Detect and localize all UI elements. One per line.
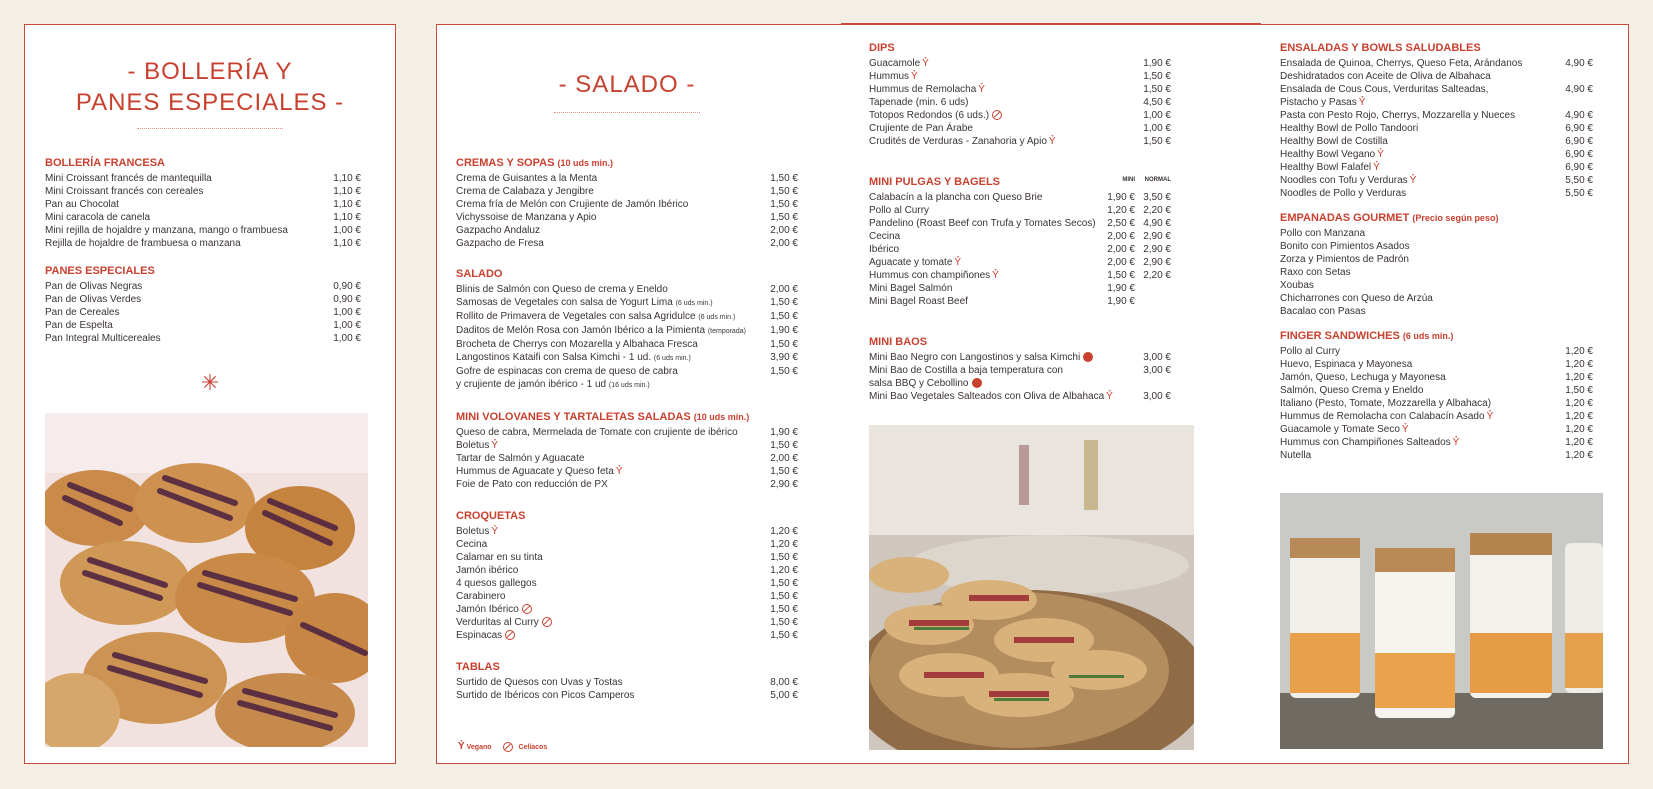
menu-section <box>1280 211 1593 318</box>
menu-item-price: 2,90 € <box>770 479 798 490</box>
menu-item: Huevo, Espinaca y Mayonesa 1,20 € <box>1280 359 1593 370</box>
menu-item: Healthy Bowl de Costilla 6,90 € <box>1280 136 1593 147</box>
vegan-icon: Ỷ <box>1452 437 1460 448</box>
menu-item-price: 1,50 € <box>770 186 798 197</box>
menu-item-price: 1,10 € <box>333 212 361 223</box>
menu-item-price <box>1551 266 1593 279</box>
menu-item: Ensalada de Quinoa, Cherrys, Queso Feta, Arándanos 4,90 € <box>1280 58 1593 69</box>
menu-item-price: 1,20 € <box>770 565 798 576</box>
menu-section <box>869 175 1171 308</box>
salado-column-1 <box>456 156 798 702</box>
menu-item-price: 1,50 € <box>770 173 798 184</box>
menu-item: Espinacas 1,50 € <box>456 630 798 641</box>
menu-item: Queso de cabra, Mermelada de Tomate con crujiente de ibérico 1,90 € <box>456 427 798 438</box>
menu-item: Pan de Olivas Negras 0,90 € <box>45 281 361 292</box>
menu-section <box>456 509 798 642</box>
price-column-headers: MINI NORMAL <box>1122 177 1171 183</box>
menu-item-price: 1,20 € <box>1565 450 1593 461</box>
menu-item: Verduritas al Curry 1,50 € <box>456 617 798 628</box>
yogurt-cups-photo <box>1280 493 1603 749</box>
menu-item-price: 1,20 € <box>770 539 798 550</box>
menu-item: Pan Integral Multicereales 1,00 € <box>45 333 361 344</box>
menu-item: Noodles de Pollo y Verduras 5,50 € <box>1280 188 1593 199</box>
menu-section <box>456 660 798 702</box>
mini-price: 1,90 € <box>1107 296 1135 307</box>
menu-item: Hummus de Remolacha con Calabacín Asado Ỷ 1,20 € <box>1280 411 1593 422</box>
menu-item: Samosas de Vegetales con salsa de Yogurt Lima (6 uds min.) 1,50 € <box>456 297 798 308</box>
menu-section <box>1280 41 1593 200</box>
vegan-icon: Ỷ <box>992 270 999 281</box>
menu-item: Mini Bagel Roast Beef 1,90 € <box>869 295 1171 308</box>
menu-item: Pasta con Pesto Rojo, Cherrys, Mozzarella y Nueces 4,90 € <box>1280 110 1593 121</box>
menu-item: Gofre de espinacas con crema de queso de cabra 1,50 € <box>456 366 798 377</box>
menu-item: Nutella 1,20 € <box>1280 450 1593 461</box>
menu-item-price: 1,20 € <box>1565 437 1593 448</box>
menu-item: Brocheta de Cherrys con Mozarella y Albahaca Fresca 1,50 € <box>456 339 798 350</box>
menu-item-price: 3,90 € <box>770 352 798 363</box>
vegan-icon: Ỷ <box>491 526 499 537</box>
menu-item: Surtido de Quesos con Uvas y Tostas 8,00 € <box>456 677 798 688</box>
menu-item: Rejilla de hojaldre de frambuesa o manzana 1,10 € <box>45 238 361 249</box>
menu-item-price: 1,20 € <box>1565 359 1593 370</box>
vegan-icon: Ỷ <box>911 71 918 82</box>
menu-item-price: 5,50 € <box>1565 175 1593 186</box>
menu-item-price: 3,00 € <box>1143 391 1171 402</box>
menu-item: Carabinero 1,50 € <box>456 591 798 602</box>
menu-item: Langostinos Kataifi con Salsa Kimchi - 1 ud. (6 uds min.) 3,90 € <box>456 352 798 363</box>
menu-item: Salmón, Queso Crema y Eneldo 1,50 € <box>1280 385 1593 396</box>
menu-item-price: 1,90 € <box>770 427 798 438</box>
legend: Ỷ Vegano Celíacos <box>458 741 548 752</box>
menu-item-price <box>1551 305 1593 318</box>
menu-item-price: 1,50 € <box>770 591 798 602</box>
salado-column-2 <box>869 41 1171 403</box>
menu-item-price: 6,90 € <box>1565 162 1593 173</box>
menu-section <box>869 335 1171 403</box>
menu-item: Pollo con Manzana <box>1280 227 1593 240</box>
menu-item: Pollo al Curry 1,20 € <box>1280 346 1593 357</box>
menu-item: Boletus Ỷ 1,20 € <box>456 526 798 537</box>
menu-item-price: 2,00 € <box>770 284 798 295</box>
salado-panel <box>436 24 1629 764</box>
section-title: CROQUETAS <box>456 510 526 522</box>
menu-section <box>1280 329 1593 462</box>
menu-item-price: 1,00 € <box>1143 110 1171 121</box>
menu-item-price: 1,00 € <box>333 225 361 236</box>
menu-item: Guacamole Ỷ 1,90 € <box>869 58 1171 69</box>
title-divider <box>137 128 283 129</box>
bolleria-panel <box>24 24 396 764</box>
menu-item: Cecina 2,00 € 2,90 € <box>869 231 1171 242</box>
section-title: SALADO <box>456 268 503 280</box>
menu-item: Zorza y Pimientos de Padrón <box>1280 253 1593 266</box>
menu-item-price: 5,00 € <box>770 690 798 701</box>
section-title: MINI BAOS <box>869 336 928 348</box>
menu-item: Blinis de Salmón con Queso de crema y Eneldo 2,00 € <box>456 284 798 295</box>
menu-item: Chicharrones con Queso de Arzúa <box>1280 292 1593 305</box>
vegan-icon: Ỷ <box>1373 162 1380 173</box>
menu-item: Gazpacho Andaluz 2,00 € <box>456 225 798 236</box>
menu-item: Hummus Ỷ 1,50 € <box>869 71 1171 82</box>
menu-item-price: 1,50 € <box>770 440 798 451</box>
menu-item-price <box>1551 253 1593 266</box>
menu-item: Mini rejilla de hojaldre y manzana, mango o frambuesa 1,00 € <box>45 225 361 236</box>
menu-item-price: 1,20 € <box>1565 411 1593 422</box>
menu-item-price <box>1551 96 1593 109</box>
menu-item-price: 6,90 € <box>1565 136 1593 147</box>
menu-item-price: 1,50 € <box>770 339 798 350</box>
menu-item: Tapenade (min. 6 uds) 4,50 € <box>869 97 1171 108</box>
menu-item: Mini Croissant francés de mantequilla 1,10 € <box>45 173 361 184</box>
section-title: BOLLERÍA FRANCESA <box>45 157 165 169</box>
menu-item-price: 1,50 € <box>770 630 798 641</box>
mini-price: 2,00 € <box>1107 231 1135 242</box>
menu-item-price: 1,50 € <box>770 552 798 563</box>
section-title: TABLAS <box>456 661 500 673</box>
menu-item-price: 1,00 € <box>333 333 361 344</box>
menu-section <box>869 41 1171 148</box>
menu-item: Rollito de Primavera de Vegetales con salsa Agridulce (6 uds min.) 1,50 € <box>456 311 798 322</box>
section-title: EMPANADAS GOURMET (Precio según peso) <box>1280 212 1499 224</box>
mini-price: 1,50 € <box>1107 270 1135 281</box>
menu-item: Daditos de Melón Rosa con Jamón Ibérico a la Pimienta (temporada) 1,90 € <box>456 325 798 336</box>
menu-item-price <box>1551 70 1593 83</box>
gluten-free-icon <box>503 742 513 752</box>
menu-item-price: 1,10 € <box>333 238 361 249</box>
mini-price: 2,00 € <box>1107 244 1135 255</box>
menu-item: Crema fría de Melón con Crujiente de Jamón Ibérico 1,50 € <box>456 199 798 210</box>
menu-item: Deshidratados con Aceite de Oliva de Albahaca <box>1280 70 1593 83</box>
menu-item: Foie de Pato con reducción de PX 2,90 € <box>456 479 798 490</box>
menu-item: Vichyssoise de Manzana y Apio 1,50 € <box>456 212 798 223</box>
mini-price: 1,20 € <box>1107 205 1135 216</box>
vegan-icon: Ỷ <box>954 257 962 268</box>
normal-price: 2,90 € <box>1143 244 1171 255</box>
menu-item-price: 1,50 € <box>770 297 798 308</box>
normal-price: 2,20 € <box>1143 270 1171 281</box>
menu-item-price <box>1551 227 1593 240</box>
menu-item-price: 1,90 € <box>770 325 798 336</box>
mini-price: 2,50 € <box>1107 218 1135 229</box>
menu-item-price: 1,50 € <box>770 604 798 615</box>
vegan-icon: Ỷ <box>978 84 985 95</box>
menu-item: Hummus de Remolacha Ỷ 1,50 € <box>869 84 1171 95</box>
menu-item-price: 1,50 € <box>770 617 798 628</box>
menu-item: Pistacho y Pasas Ỷ <box>1280 96 1593 109</box>
normal-price <box>1135 295 1171 308</box>
menu-item: Ibérico 2,00 € 2,90 € <box>869 244 1171 255</box>
menu-item-price: 1,20 € <box>1565 346 1593 357</box>
gluten-free-icon <box>992 110 1002 120</box>
menu-item: Pollo al Curry 1,20 € 2,20 € <box>869 205 1171 216</box>
menu-item: Mini Bagel Salmón 1,90 € <box>869 282 1171 295</box>
salado-title: - SALADO - <box>558 71 696 98</box>
menu-item: Pan de Cereales 1,00 € <box>45 307 361 318</box>
vegan-icon: Ỷ <box>458 741 465 752</box>
menu-item: Pan de Olivas Verdes 0,90 € <box>45 294 361 305</box>
menu-item: Calabacín a la plancha con Queso Brie 1,90 € 3,50 € <box>869 192 1171 203</box>
salado-divider <box>554 112 700 113</box>
menu-item-price: 1,50 € <box>770 366 798 377</box>
menu-item-price: 1,50 € <box>1565 385 1593 396</box>
menu-item-price: 1,20 € <box>1565 372 1593 383</box>
menu-item: Cecina 1,20 € <box>456 539 798 550</box>
normal-price: 2,90 € <box>1143 257 1171 268</box>
menu-item: Surtido de Ibéricos con Picos Camperos 5,00 € <box>456 690 798 701</box>
spicy-icon <box>972 378 982 388</box>
menu-item: Jamón Ibérico 1,50 € <box>456 604 798 615</box>
menu-item: Bacalao con Pasas <box>1280 305 1593 318</box>
vegan-icon: Ỷ <box>1377 149 1384 160</box>
menu-item-price: 4,90 € <box>1565 58 1593 69</box>
menu-item-price: 1,10 € <box>333 173 361 184</box>
menu-item-price: 1,90 € <box>1143 58 1171 69</box>
menu-item-price: 3,00 € <box>1143 365 1171 376</box>
vegan-icon: Ỷ <box>1048 136 1056 147</box>
menu-item: Jamón ibérico 1,20 € <box>456 565 798 576</box>
menu-item: Jamón, Queso, Lechuga y Mayonesa 1,20 € <box>1280 372 1593 383</box>
sandwiches-photo <box>869 425 1194 750</box>
menu-item-price: 6,90 € <box>1565 123 1593 134</box>
menu-item-price: 1,20 € <box>770 526 798 537</box>
menu-item: salsa BBQ y Cebollino <box>869 377 1171 390</box>
asterisk-ornament: ✳ <box>200 370 220 395</box>
normal-price: 2,20 € <box>1143 205 1171 216</box>
pastries-photo <box>45 413 368 747</box>
menu-item-price: 1,10 € <box>333 199 361 210</box>
menu-item: Calamar en su tinta 1,50 € <box>456 552 798 563</box>
menu-item-price: 1,20 € <box>1565 398 1593 409</box>
spicy-icon <box>1083 352 1093 362</box>
section-title: CREMAS Y SOPAS (10 uds min.) <box>456 157 613 169</box>
menu-item: Crudités de Verduras - Zanahoria y Apio Ỷ 1,50 € <box>869 136 1171 147</box>
normal-price: 3,50 € <box>1143 192 1171 203</box>
menu-item: Pan au Chocolat 1,10 € <box>45 199 361 210</box>
normal-price: 4,90 € <box>1143 218 1171 229</box>
pastry-group <box>45 463 368 747</box>
menu-item: Mini Croissant francés con cereales 1,10 € <box>45 186 361 197</box>
menu-item-price: 2,00 € <box>770 238 798 249</box>
menu-item-price: 1,50 € <box>1143 84 1171 95</box>
gluten-free-icon <box>522 604 532 614</box>
menu-item-price: 4,50 € <box>1143 97 1171 108</box>
menu-section <box>45 264 361 345</box>
menu-item: Mini Bao de Costilla a baja temperatura con 3,00 € <box>869 365 1171 376</box>
menu-item: Guacamole y Tomate Seco Ỷ 1,20 € <box>1280 424 1593 435</box>
section-title: MINI VOLOVANES Y TARTALETAS SALADAS (10 uds min.) <box>456 411 750 423</box>
menu-item-price: 0,90 € <box>333 294 361 305</box>
vegan-icon: Ỷ <box>615 466 623 477</box>
menu-item: Bonito con Pimientos Asados <box>1280 240 1593 253</box>
menu-item: Ensalada de Cous Cous, Verduritas Salteadas, 4,90 € <box>1280 84 1593 95</box>
menu-item-price: 2,00 € <box>770 453 798 464</box>
section-title: MINI PULGAS Y BAGELS <box>869 176 1001 188</box>
normal-price <box>1135 282 1171 295</box>
menu-item-price: 4,90 € <box>1565 110 1593 121</box>
menu-item: Pandelino (Roast Beef con Trufa y Tomates Secos) 2,50 € 4,90 € <box>869 218 1171 229</box>
menu-item-price: 3,00 € <box>1143 352 1171 363</box>
menu-item: Pan de Espelta 1,00 € <box>45 320 361 331</box>
menu-item: Crujiente de Pan Árabe 1,00 € <box>869 123 1171 134</box>
menu-item: Noodles con Tofu y Verduras Ỷ 5,50 € <box>1280 175 1593 186</box>
vegan-icon: Ỷ <box>922 58 929 69</box>
menu-item: Totopos Redondos (6 uds.) 1,00 € <box>869 110 1171 121</box>
fold-line <box>841 23 1261 25</box>
section-title: DIPS <box>869 42 895 54</box>
vegan-icon: Ỷ <box>1106 391 1113 402</box>
salado-column-3 <box>1280 41 1593 462</box>
menu-item-price: 1,50 € <box>770 578 798 589</box>
menu-item: Healthy Bowl de Pollo Tandoori 6,90 € <box>1280 123 1593 134</box>
menu-item-price: 1,50 € <box>770 466 798 477</box>
menu-item-price <box>1551 240 1593 253</box>
section-title: PANES ESPECIALES <box>45 265 155 277</box>
menu-section <box>456 410 798 491</box>
menu-item-price: 1,50 € <box>770 212 798 223</box>
vegan-icon: Ỷ <box>1486 411 1494 422</box>
vegan-icon: Ỷ <box>1401 424 1409 435</box>
vegan-icon: Ỷ <box>1409 175 1417 186</box>
menu-item: y crujiente de jamón ibérico - 1 ud (16 uds min.) <box>456 378 798 392</box>
menu-item: Boletus Ỷ 1,50 € <box>456 440 798 451</box>
menu-item-price: 0,90 € <box>333 281 361 292</box>
menu-item: Crema de Calabaza y Jengibre 1,50 € <box>456 186 798 197</box>
bolleria-title: - BOLLERÍA Y PANES ESPECIALES - <box>75 58 345 116</box>
menu-item: Healthy Bowl Vegano Ỷ 6,90 € <box>1280 149 1593 160</box>
menu-item-price: 4,90 € <box>1565 84 1593 95</box>
menu-item-price <box>1551 279 1593 292</box>
menu-item-price: 1,10 € <box>333 186 361 197</box>
menu-item: Gazpacho de Fresa 2,00 € <box>456 238 798 249</box>
menu-item: Aguacate y tomate Ỷ 2,00 € 2,90 € <box>869 257 1171 268</box>
menu-section <box>456 267 798 392</box>
menu-item: Xoubas <box>1280 279 1593 292</box>
menu-item-price: 1,50 € <box>1143 71 1171 82</box>
menu-item: Healthy Bowl Falafel Ỷ 6,90 € <box>1280 162 1593 173</box>
menu-item-price: 1,00 € <box>333 320 361 331</box>
menu-item: Mini Bao Vegetales Salteados con Oliva de Albahaca Ỷ 3,00 € <box>869 391 1171 402</box>
menu-item: Tartar de Salmón y Aguacate 2,00 € <box>456 453 798 464</box>
menu-item: Crema de Guisantes a la Menta 1,50 € <box>456 173 798 184</box>
section-title: ENSALADAS Y BOWLS SALUDABLES <box>1280 42 1481 54</box>
menu-item: Hummus de Aguacate y Queso feta Ỷ 1,50 € <box>456 466 798 477</box>
menu-section <box>456 156 798 250</box>
menu-item-price: 1,50 € <box>1143 136 1171 147</box>
menu-item: Italiano (Pesto, Tomate, Mozzarella y Albahaca) 1,20 € <box>1280 398 1593 409</box>
menu-item-price: 1,00 € <box>333 307 361 318</box>
gluten-free-icon <box>542 617 552 627</box>
menu-item-price <box>1551 292 1593 305</box>
menu-item-price: 1,50 € <box>770 199 798 210</box>
menu-item: Mini caracola de canela 1,10 € <box>45 212 361 223</box>
section-title: FINGER SANDWICHES (6 uds min.) <box>1280 330 1454 342</box>
menu-section <box>45 156 361 250</box>
menu-item: Mini Bao Negro con Langostinos y salsa Kimchi 3,00 € <box>869 352 1171 363</box>
menu-item-price <box>1129 377 1171 390</box>
menu-item-price: 6,90 € <box>1565 149 1593 160</box>
vegan-icon: Ỷ <box>491 440 499 451</box>
gluten-free-icon <box>505 630 515 640</box>
menu-item: Raxo con Setas <box>1280 266 1593 279</box>
menu-item-price: 8,00 € <box>770 677 798 688</box>
menu-item-price: 1,50 € <box>770 311 798 322</box>
mini-price: 1,90 € <box>1107 283 1135 294</box>
menu-item-price: 2,00 € <box>770 225 798 236</box>
menu-item-price: 1,20 € <box>1565 424 1593 435</box>
menu-item-price: 1,00 € <box>1143 123 1171 134</box>
mini-price: 2,00 € <box>1107 257 1135 268</box>
menu-item: Hummus con champiñones Ỷ 1,50 € 2,20 € <box>869 270 1171 281</box>
normal-price: 2,90 € <box>1143 231 1171 242</box>
menu-item: Hummus con Champiñones Salteados Ỷ 1,20 € <box>1280 437 1593 448</box>
menu-item: 4 quesos gallegos 1,50 € <box>456 578 798 589</box>
menu-item-price: 5,50 € <box>1565 188 1593 199</box>
vegan-icon: Ỷ <box>1358 97 1366 108</box>
mini-price: 1,90 € <box>1107 192 1135 203</box>
bolleria-sections <box>45 156 361 359</box>
menu-item-price <box>756 378 798 392</box>
